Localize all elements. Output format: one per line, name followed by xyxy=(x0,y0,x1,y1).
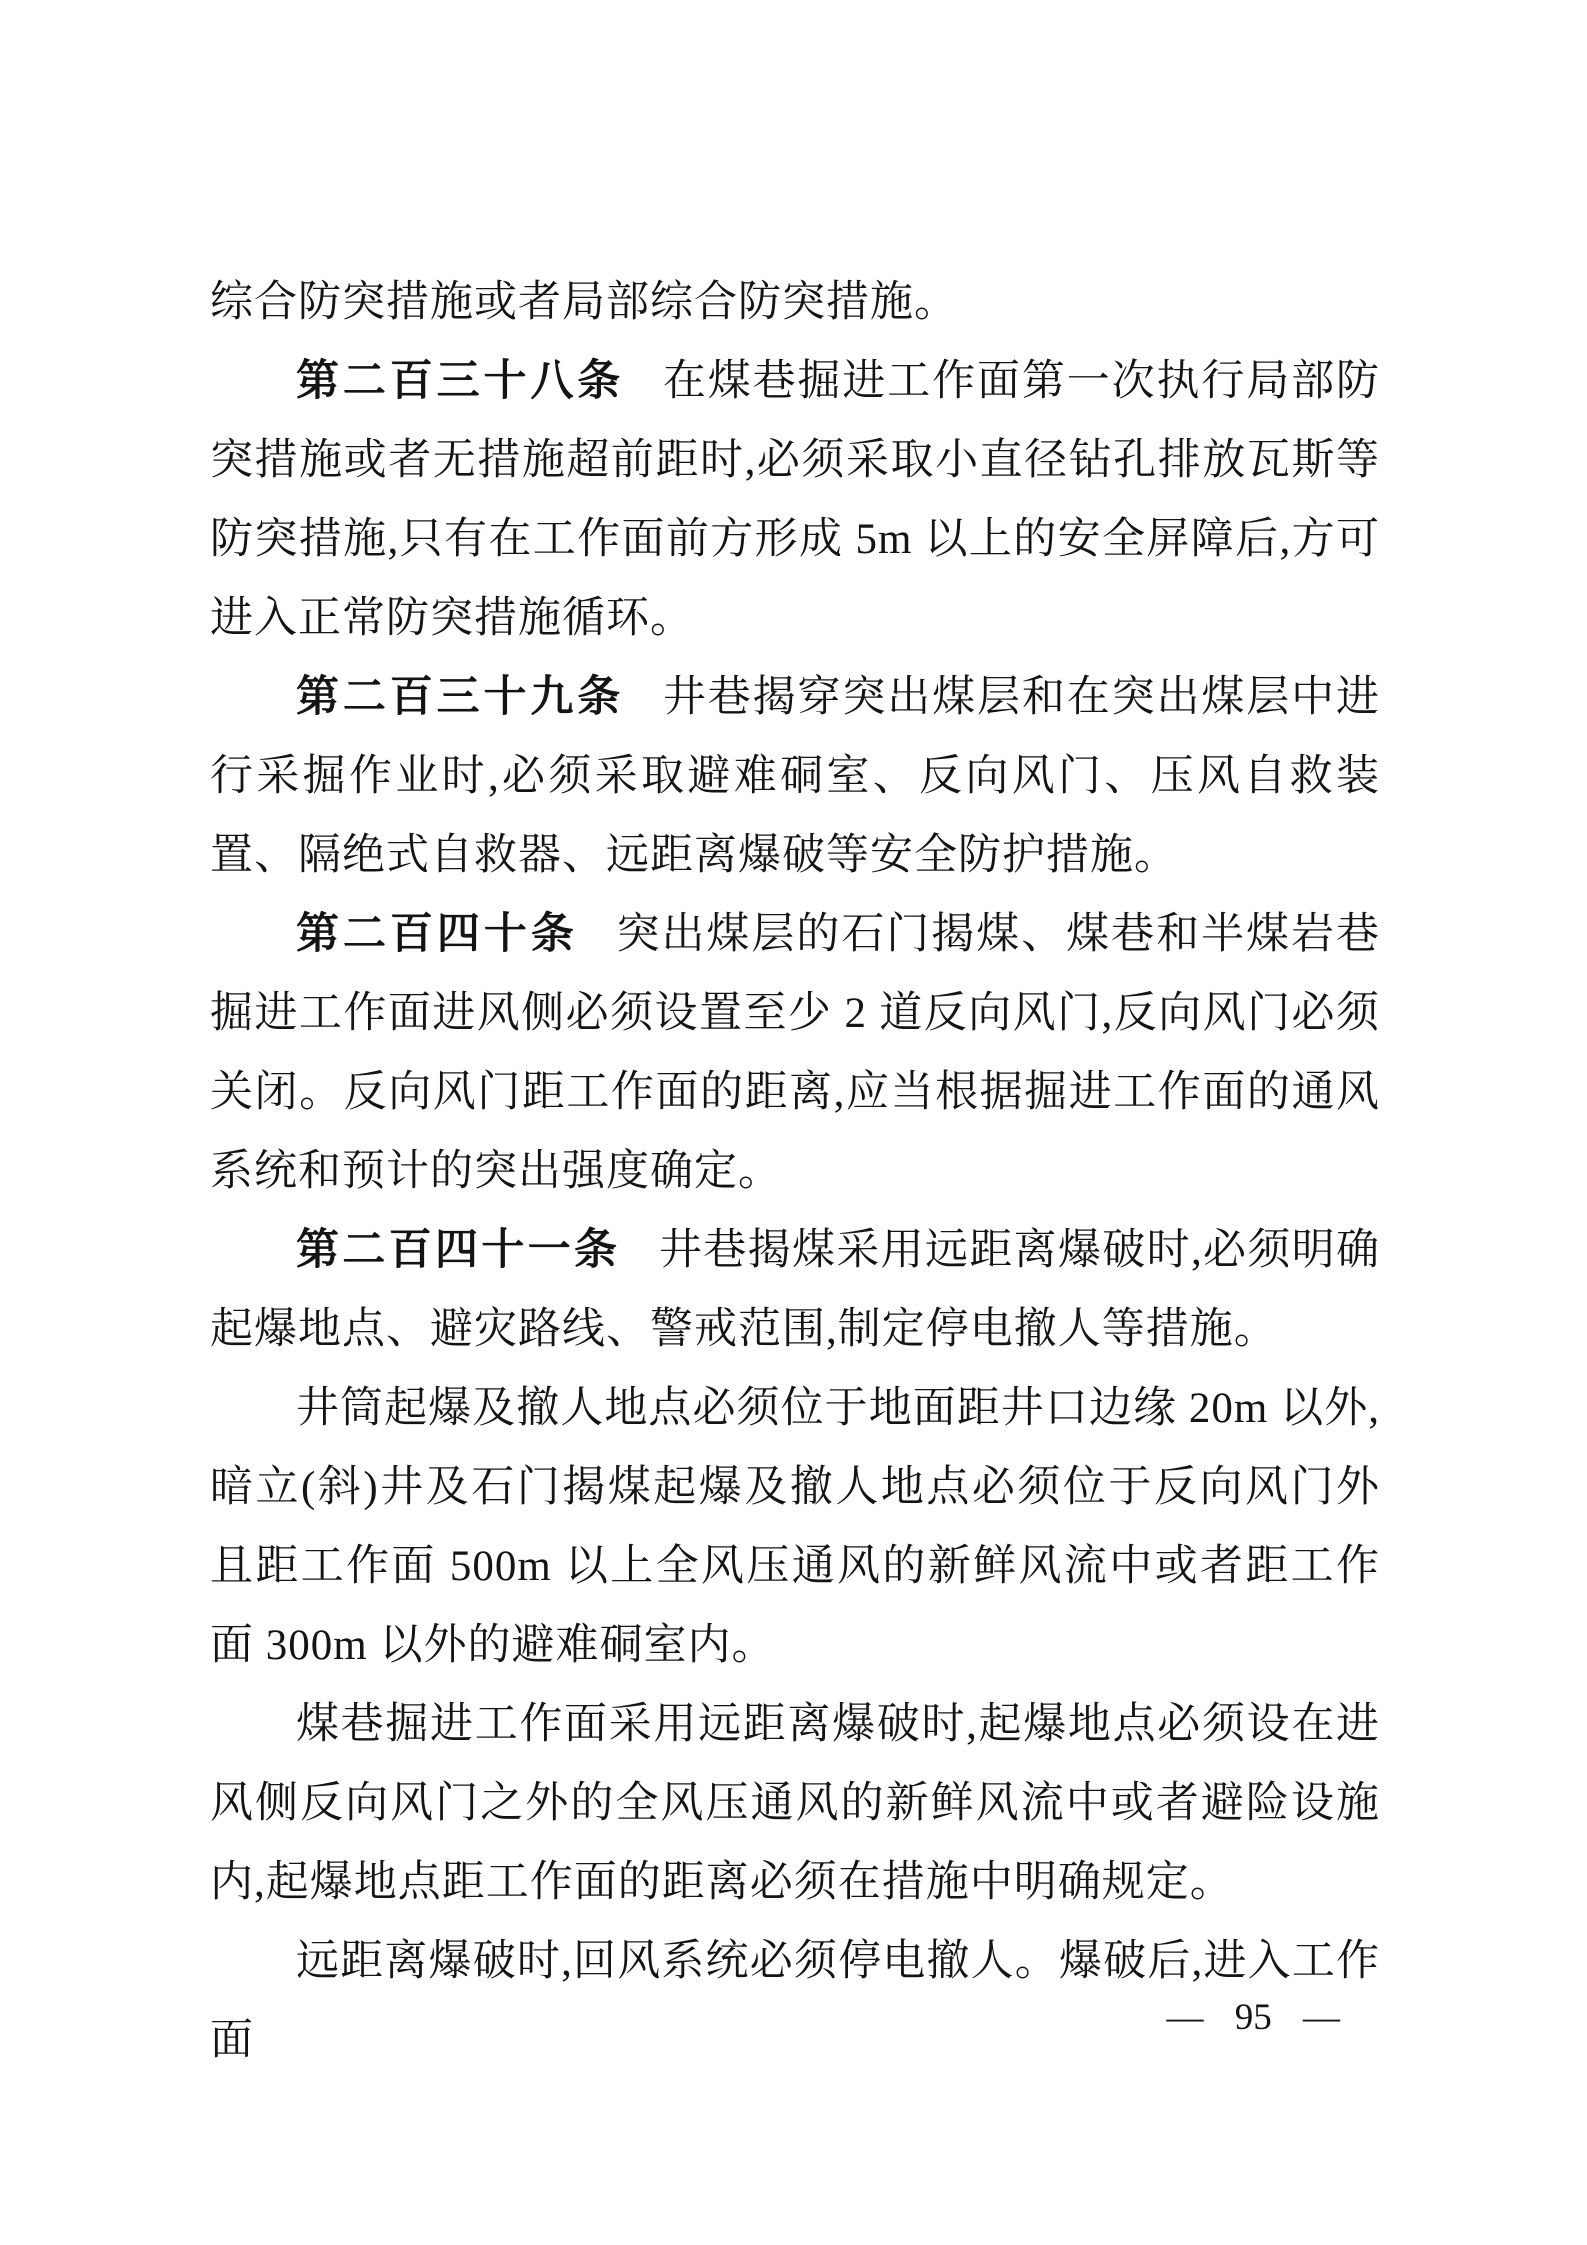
paragraph xyxy=(210,263,1380,342)
document-body xyxy=(210,263,1380,2080)
article-number-heading: 第二百三十八条 xyxy=(296,357,625,405)
paragraph-text: 井巷揭穿突出煤层和在突出煤层中进行采掘作业时,必须采取避难硐室、反向风门、压风自救装置、隔绝式自救器、远距离爆破等安全防护措施。 xyxy=(210,674,1381,879)
paragraph xyxy=(210,342,1380,658)
paragraph-text: 煤巷掘进工作面采用远距离爆破时,起爆地点必须设在进风侧反向风门之外的全风压通风的新鲜风流中或者避险设施内,起爆地点距工作面的距离必须在措施中明确规定。 xyxy=(210,1701,1380,1906)
paragraph xyxy=(210,1685,1380,1922)
paragraph xyxy=(210,658,1380,895)
article-number-heading: 第二百四十条 xyxy=(296,910,578,958)
paragraph xyxy=(210,895,1380,1211)
paragraph-text: 井筒起爆及撤人地点必须位于地面距井口边缘 20m 以外,暗立(斜)井及石门揭煤起爆及撤人地点必须位于反向风门外且距工作面 500m 以上全风压通风的新鲜风流中或者距工作面 300m 以外的避难硐室内。 xyxy=(210,1385,1380,1669)
article-number-heading: 第二百四十一条 xyxy=(296,1226,621,1274)
paragraph-text: 综合防突措施或者局部综合防突措施。 xyxy=(210,279,958,326)
paragraph-text: 在煤巷掘进工作面第一次执行局部防突措施或者无措施超前距时,必须采取小直径钻孔排放瓦斯等防突措施,只有在工作面前方形成 5m 以上的安全屏障后,方可进入正常防突措施循环。 xyxy=(210,358,1381,642)
paragraph xyxy=(210,1369,1380,1685)
paragraph-text: 突出煤层的石门揭煤、煤巷和半煤岩巷掘进工作面进风侧必须设置至少 2 道反向风门,反向风门必须关闭。反向风门距工作面的距离,应当根据掘进工作面的通风系统和预计的突出强度确定。 xyxy=(210,911,1380,1195)
paragraph xyxy=(210,1211,1380,1369)
article-number-heading: 第二百三十九条 xyxy=(296,673,625,721)
paragraph-text: 井巷揭煤采用远距离爆破时,必须明确起爆地点、避灾路线、警戒范围,制定停电撤人等措施。 xyxy=(210,1227,1381,1353)
paragraph-text: 远距离爆破时,回风系统必须停电撤人。爆破后,进入工作面 xyxy=(210,1938,1380,2064)
page-number: — 95 — xyxy=(1166,1997,1340,2038)
